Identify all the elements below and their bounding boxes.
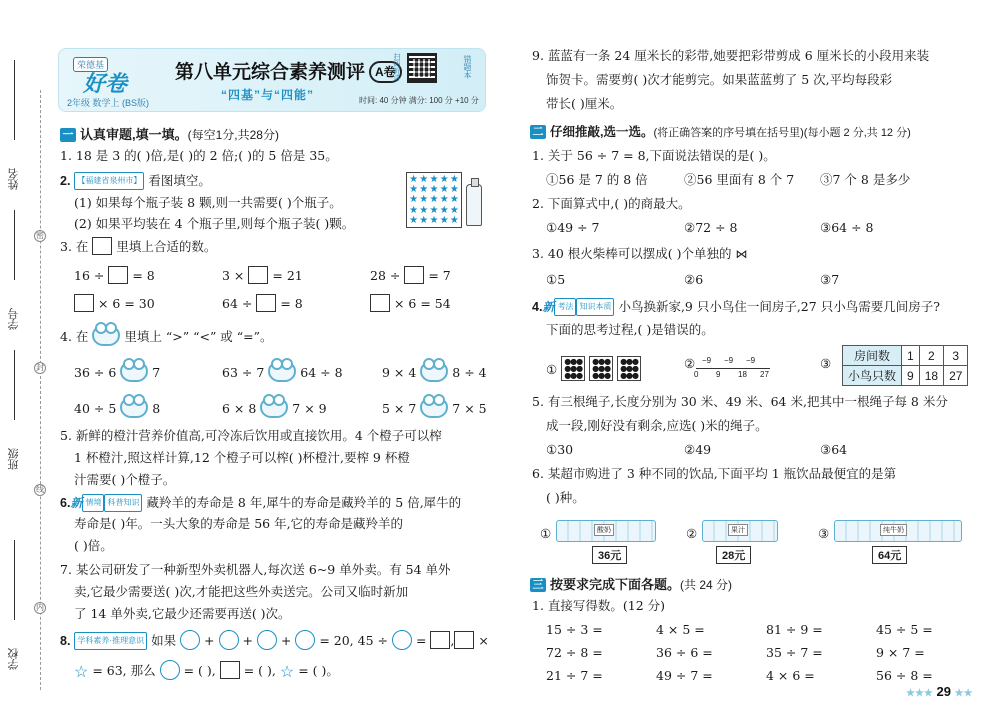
expr: 3 × bbox=[222, 268, 245, 283]
choice-5-line-1: 5. 有三根绳子,长度分别为 30 米、49 米、64 米,把其中一根绳子每 8 米分 bbox=[532, 394, 948, 409]
drink-price-tag: 28元 bbox=[716, 546, 751, 564]
calc-item[interactable]: 4 × 5 = bbox=[656, 622, 705, 637]
q4-item bbox=[222, 362, 343, 382]
q4-item bbox=[382, 398, 487, 418]
choice-1: 1. 关于 56 ÷ 7 = 8,下面说法错误的是( )。 bbox=[532, 148, 776, 163]
brand-top: 荣德基 bbox=[73, 57, 108, 72]
expr: 8 bbox=[152, 401, 161, 416]
tick-label: 27 bbox=[760, 370, 769, 379]
tick-label: 9 bbox=[716, 370, 721, 379]
calc-item[interactable]: 81 ÷ 9 = bbox=[766, 622, 823, 637]
q3-item bbox=[222, 294, 303, 312]
q3-item bbox=[370, 266, 451, 284]
class-label: 班级 bbox=[8, 448, 20, 470]
calc-item[interactable]: 21 ÷ 7 = bbox=[546, 668, 603, 683]
brand-name: 好卷 bbox=[83, 71, 128, 96]
question-2-part-1: (1) 如果每个瓶子装 8 颗,则一共需要( )个瓶子。 bbox=[74, 195, 342, 210]
question-1: 1. 18 是 3 的( )倍,是( )的 2 倍;( )的 5 倍是 35。 bbox=[60, 148, 338, 163]
seal-mark: 内 bbox=[36, 603, 44, 612]
calc-item[interactable]: 56 ÷ 8 = bbox=[876, 668, 933, 683]
circle-icon bbox=[392, 630, 412, 650]
question-7-line-1: 7. 某公司研发了一种新型外卖机器人,每次送 6~9 单外卖。有 54 单外 bbox=[60, 562, 451, 577]
question-2 bbox=[60, 172, 211, 190]
section-title: 认真审题,填一填。 bbox=[80, 127, 188, 142]
question-7-line-3: 了 14 单外卖,它最少还需要再送( )次。 bbox=[74, 606, 291, 621]
dot-group-icon: ●●● ●●● ●●● bbox=[617, 356, 641, 381]
number-line-axis bbox=[696, 368, 770, 369]
dot-group-icon: ●●● ●●● ●●● bbox=[561, 356, 585, 381]
drink-option-mark[interactable]: ① bbox=[540, 526, 552, 541]
choice-1-option[interactable]: ③7 个 8 是多少 bbox=[820, 172, 911, 187]
choice-5-option[interactable]: ②49 bbox=[684, 442, 712, 457]
table-row bbox=[843, 366, 968, 386]
expr: = 8 bbox=[132, 268, 155, 283]
question-5-line-3: 汁需要( )个橙子。 bbox=[74, 472, 176, 487]
question-9-line-3: 带长( )厘米。 bbox=[546, 96, 623, 111]
question-text: = bbox=[415, 633, 427, 648]
section-1-heading bbox=[60, 124, 279, 143]
expr: = 8 bbox=[280, 296, 303, 311]
name-label: 姓名 bbox=[8, 168, 20, 190]
q4-item bbox=[74, 362, 160, 382]
question-text: 3. 在 bbox=[60, 239, 89, 254]
q3-item bbox=[370, 294, 451, 312]
title-text: 第八单元综合素养测评 bbox=[175, 62, 366, 83]
expr: 7 × 5 bbox=[452, 401, 487, 416]
drink-name-label: 果汁 bbox=[728, 524, 748, 536]
choice-2: 2. 下面算式中,( )的商最大。 bbox=[532, 196, 691, 211]
section-title: 按要求完成下面各题。 bbox=[550, 577, 681, 592]
question-text: × bbox=[478, 633, 489, 648]
class-rule bbox=[14, 350, 15, 420]
rooms-table bbox=[842, 345, 968, 386]
expr: 16 ÷ bbox=[74, 268, 105, 283]
expr: 5 × 7 bbox=[382, 401, 417, 416]
page-number bbox=[906, 684, 973, 699]
q4-item bbox=[74, 398, 160, 418]
q3-item bbox=[222, 266, 303, 284]
q3-item bbox=[74, 266, 155, 284]
frog-answer-icon[interactable] bbox=[420, 398, 448, 418]
choice-3-option[interactable]: ③7 bbox=[820, 272, 840, 287]
answer-box[interactable] bbox=[370, 294, 390, 312]
q3-item bbox=[74, 294, 155, 312]
table-header-cell: 房间数 bbox=[843, 346, 902, 366]
choice-1-option[interactable]: ①56 是 7 的 8 倍 bbox=[546, 172, 648, 187]
question-text: 4. 在 bbox=[60, 329, 89, 344]
decor-stars-icon: ★★★ bbox=[906, 688, 933, 699]
question-8-line-1: 8. 学科素养·推理意识 如果 + + + = 20, 45 ÷ = , × bbox=[60, 630, 489, 650]
name-rule bbox=[14, 60, 15, 140]
tick-label: 0 bbox=[694, 370, 699, 379]
tick-label: 18 bbox=[738, 370, 747, 379]
calc-item[interactable]: 9 × 7 = bbox=[876, 645, 925, 660]
tag-label: 知识本质 bbox=[576, 298, 614, 316]
seal-mark: 线 bbox=[36, 485, 44, 494]
choice-1-option[interactable]: ②56 里面有 8 个 7 bbox=[684, 172, 795, 187]
question-number: 6. bbox=[60, 496, 71, 510]
expr: 8 ÷ 4 bbox=[452, 365, 487, 380]
square-icon bbox=[220, 661, 240, 679]
page-subtitle: “四基”与“四能” bbox=[221, 88, 315, 102]
question-text: 里填上合适的数。 bbox=[116, 239, 217, 254]
q4-item bbox=[382, 362, 487, 382]
calc-item[interactable]: 49 ÷ 7 = bbox=[656, 668, 713, 683]
expr: 9 × 4 bbox=[382, 365, 417, 380]
tag-label: 学科素养·推理意识 bbox=[74, 632, 147, 650]
section-note: (每空1分,共28分) bbox=[187, 128, 279, 142]
choice-5-line-2: 成一段,刚好没有剩余,应选( )米的绳子。 bbox=[546, 418, 768, 433]
expr: 40 ÷ 5 bbox=[74, 401, 117, 416]
square-icon bbox=[454, 631, 474, 649]
table-cell: 3 bbox=[944, 346, 968, 366]
page-title bbox=[175, 57, 402, 84]
question-9-line-2: 饰贺卡。需要剪( )次才能剪完。如果蓝蓝剪了 5 次,平均每段彩 bbox=[546, 72, 893, 87]
calc-item[interactable]: 72 ÷ 8 = bbox=[546, 645, 603, 660]
header-banner bbox=[58, 48, 486, 112]
number-line-diagram bbox=[696, 356, 770, 382]
question-8-line-2 bbox=[74, 660, 339, 680]
question-9-line-1: 9. 蓝蓝有一条 24 厘米长的彩带,她要把彩带剪成 6 厘米长的小段用来装 bbox=[532, 48, 930, 63]
table-header-cell: 小鸟只数 bbox=[843, 366, 902, 386]
circle-icon bbox=[295, 630, 315, 650]
qr-code-icon[interactable] bbox=[407, 53, 437, 83]
answer-box[interactable] bbox=[256, 294, 276, 312]
question-5-line-2: 1 杯橙汁,照这样计算,12 个橙子可以榨( )杯橙汁,要榨 9 杯橙 bbox=[74, 450, 410, 465]
section-2-heading bbox=[530, 122, 911, 140]
region-tag: 【福建省泉州市】 bbox=[74, 172, 144, 190]
table-cell: 27 bbox=[944, 366, 968, 386]
answer-box[interactable] bbox=[248, 266, 268, 284]
answer-box[interactable] bbox=[108, 266, 128, 284]
expr: = 21 bbox=[272, 268, 303, 283]
square-icon bbox=[430, 631, 450, 649]
school-label: 学校 bbox=[8, 648, 20, 670]
grade-label: 2年级 数学上 (BS版) bbox=[67, 98, 150, 108]
drink-option-mark[interactable]: ③ bbox=[818, 526, 830, 541]
star-icon: ☆ bbox=[279, 662, 295, 681]
section-title: 仔细推敲,选一选。 bbox=[550, 125, 654, 139]
jump-label: −9 bbox=[702, 356, 712, 365]
choice-4-option-1[interactable] bbox=[546, 356, 641, 381]
answer-box[interactable] bbox=[74, 294, 94, 312]
expr: 36 ÷ 6 bbox=[74, 365, 117, 380]
question-text: 里填上 “>” “<” 或 “=”。 bbox=[124, 329, 273, 344]
section-note: (共 24 分) bbox=[680, 578, 733, 592]
question-text: = ( )。 bbox=[298, 663, 339, 678]
drink-name-label: 酸奶 bbox=[594, 524, 614, 536]
drink-price-tag: 36元 bbox=[592, 546, 627, 564]
new-badge: 新 bbox=[70, 496, 83, 510]
question-3 bbox=[60, 237, 216, 255]
question-7-line-2: 卖,它最少需要送( )次,才能把这些外卖送完。公司又临时新加 bbox=[74, 584, 409, 599]
calc-item[interactable]: 4 × 6 = bbox=[766, 668, 815, 683]
choice-6-line-1: 6. 某超市购进了 3 种不同的饮品,下面平均 1 瓶饮品最便宜的是第 bbox=[532, 466, 897, 481]
choice-5-option[interactable]: ③64 bbox=[820, 442, 848, 457]
bottle-image bbox=[466, 184, 482, 226]
expr: × 6 = 54 bbox=[393, 296, 451, 311]
id-label: 学号 bbox=[8, 308, 20, 330]
expr: 7 × 9 bbox=[292, 401, 327, 416]
circle-icon bbox=[180, 630, 200, 650]
question-6-line-1 bbox=[60, 494, 461, 512]
seal-mark: 密 bbox=[36, 231, 44, 240]
choice-6-line-2: ( )种。 bbox=[546, 490, 585, 505]
table-cell: 1 bbox=[902, 346, 920, 366]
seal-mark: 封 bbox=[36, 363, 44, 372]
frog-answer-icon[interactable] bbox=[420, 362, 448, 382]
question-4 bbox=[60, 326, 273, 346]
expr: × 6 = 30 bbox=[97, 296, 155, 311]
new-badge: 新 bbox=[542, 300, 555, 314]
school-rule bbox=[14, 540, 15, 620]
question-6-line-2: 寿命是( )年。一头大象的寿命是 56 年,它的寿命是藏羚羊的 bbox=[74, 516, 404, 531]
paper-badge: A卷 bbox=[369, 61, 402, 83]
drink-option-mark[interactable]: ② bbox=[686, 526, 698, 541]
question-number: 2. bbox=[60, 174, 71, 188]
circle-icon bbox=[160, 660, 180, 680]
circle-icon bbox=[257, 630, 277, 650]
expr: 7 bbox=[152, 365, 161, 380]
id-rule bbox=[14, 210, 15, 280]
tag-label: 考法 bbox=[554, 298, 576, 316]
question-number: 8. bbox=[60, 634, 71, 648]
question-text: = 63, 那么 bbox=[92, 663, 156, 678]
frog-icon bbox=[92, 326, 120, 346]
expr: 64 ÷ bbox=[222, 296, 253, 311]
jump-label: −9 bbox=[746, 356, 756, 365]
choice-4-line-1 bbox=[532, 298, 940, 316]
bowtie-icon: ⋈ bbox=[735, 247, 748, 261]
question-text: = 20, 45 ÷ bbox=[319, 633, 388, 648]
frog-answer-icon[interactable] bbox=[260, 398, 288, 418]
brand-logo bbox=[65, 53, 163, 109]
binding-strip bbox=[0, 40, 48, 710]
fold-line bbox=[40, 90, 41, 690]
choice-3 bbox=[532, 246, 748, 262]
calc-item[interactable]: 35 ÷ 7 = bbox=[766, 645, 823, 660]
frog-answer-icon[interactable] bbox=[268, 362, 296, 382]
q4-item bbox=[222, 398, 327, 418]
choice-2-option[interactable]: ②72 ÷ 8 bbox=[684, 220, 738, 235]
table-cell: 9 bbox=[902, 366, 920, 386]
calc-item[interactable]: 36 ÷ 6 = bbox=[656, 645, 713, 660]
choice-2-option[interactable]: ①49 ÷ 7 bbox=[546, 220, 600, 235]
section-number: 一 bbox=[60, 128, 76, 142]
circle-icon bbox=[219, 630, 239, 650]
question-text: 藏羚羊的寿命是 8 年,犀牛的寿命是藏羚羊的 5 倍,犀牛的 bbox=[146, 495, 462, 510]
question-text: 小鸟换新家,9 只小鸟住一间房子,27 只小鸟需要几间房子? bbox=[618, 299, 940, 314]
option-mark: ① bbox=[546, 362, 558, 377]
dot-group-icon: ●●● ●●● ●●● bbox=[589, 356, 613, 381]
answer-box-icon bbox=[92, 237, 112, 255]
table-cell: 2 bbox=[919, 346, 943, 366]
question-text: 看图填空。 bbox=[148, 173, 211, 188]
tag-label: 科普知识 bbox=[104, 494, 142, 512]
question-text: = ( ), bbox=[183, 663, 216, 678]
choice-2-option[interactable]: ③64 ÷ 8 bbox=[820, 220, 874, 235]
frog-answer-icon[interactable] bbox=[120, 362, 148, 382]
question-text: 3. 40 根火柴棒可以摆成( )个单独的 bbox=[532, 246, 732, 261]
question-text: = ( ), bbox=[243, 663, 276, 678]
section-note: (将正确答案的序号填在括号里)(每小题 2 分,共 12 分) bbox=[653, 127, 911, 139]
jump-label: −9 bbox=[724, 356, 734, 365]
choice-3-option[interactable]: ②6 bbox=[684, 272, 704, 287]
direct-calc-heading: 1. 直接写得数。(12 分) bbox=[532, 598, 666, 613]
question-number: 4. bbox=[532, 300, 543, 314]
stars-box-image: ★ ★ ★ ★ ★ ★ ★ ★ ★ ★ ★ ★ ★ ★ ★ ★ ★ ★ ★ ★ ★ ★ ★ ★ ★ bbox=[406, 172, 462, 228]
star-icon: ☆ bbox=[74, 662, 89, 681]
choice-4-line-2: 下面的思考过程,( )是错误的。 bbox=[546, 322, 714, 337]
section-number: 三 bbox=[530, 578, 546, 592]
choice-4-option-2[interactable]: ② bbox=[684, 356, 696, 371]
question-text: 如果 bbox=[151, 633, 177, 648]
tag-label: 情境 bbox=[82, 494, 104, 512]
expr: = 7 bbox=[428, 268, 451, 283]
drink-price-tag: 64元 bbox=[872, 546, 907, 564]
choice-3-option[interactable]: ①5 bbox=[546, 272, 566, 287]
section-number: 二 bbox=[530, 125, 546, 139]
calc-item[interactable]: 15 ÷ 3 = bbox=[546, 622, 603, 637]
drink-name-label: 纯牛奶 bbox=[880, 524, 907, 536]
exam-meta: 时间: 40 分钟 满分: 100 分 +10 分 bbox=[359, 96, 479, 105]
section-3-heading bbox=[530, 574, 732, 593]
table-cell: 18 bbox=[919, 366, 943, 386]
table-row bbox=[843, 346, 968, 366]
expr: 64 ÷ 8 bbox=[300, 365, 343, 380]
page-number-text: 29 bbox=[936, 684, 951, 699]
choice-4-option-3[interactable]: ③ bbox=[820, 356, 832, 371]
qr-label: 扫码听讲 bbox=[393, 53, 400, 81]
question-6-line-3: ( )倍。 bbox=[74, 538, 113, 553]
expr: 6 × 8 bbox=[222, 401, 257, 416]
expr: 63 ÷ 7 bbox=[222, 365, 265, 380]
decor-stars-icon: ★★ bbox=[954, 688, 973, 699]
qr-side-label: 错题本 bbox=[463, 55, 472, 79]
answer-box[interactable] bbox=[404, 266, 424, 284]
expr: 28 ÷ bbox=[370, 268, 401, 283]
calc-item[interactable]: 45 ÷ 5 = bbox=[876, 622, 933, 637]
choice-5-option[interactable]: ①30 bbox=[546, 442, 574, 457]
question-2-part-2: (2) 如果平均装在 4 个瓶子里,则每个瓶子装( )颗。 bbox=[74, 216, 355, 231]
frog-answer-icon[interactable] bbox=[120, 398, 148, 418]
question-5-line-1: 5. 新鲜的橙汁营养价值高,可冷冻后饮用或直接饮用。4 个橙子可以榨 bbox=[60, 428, 442, 443]
